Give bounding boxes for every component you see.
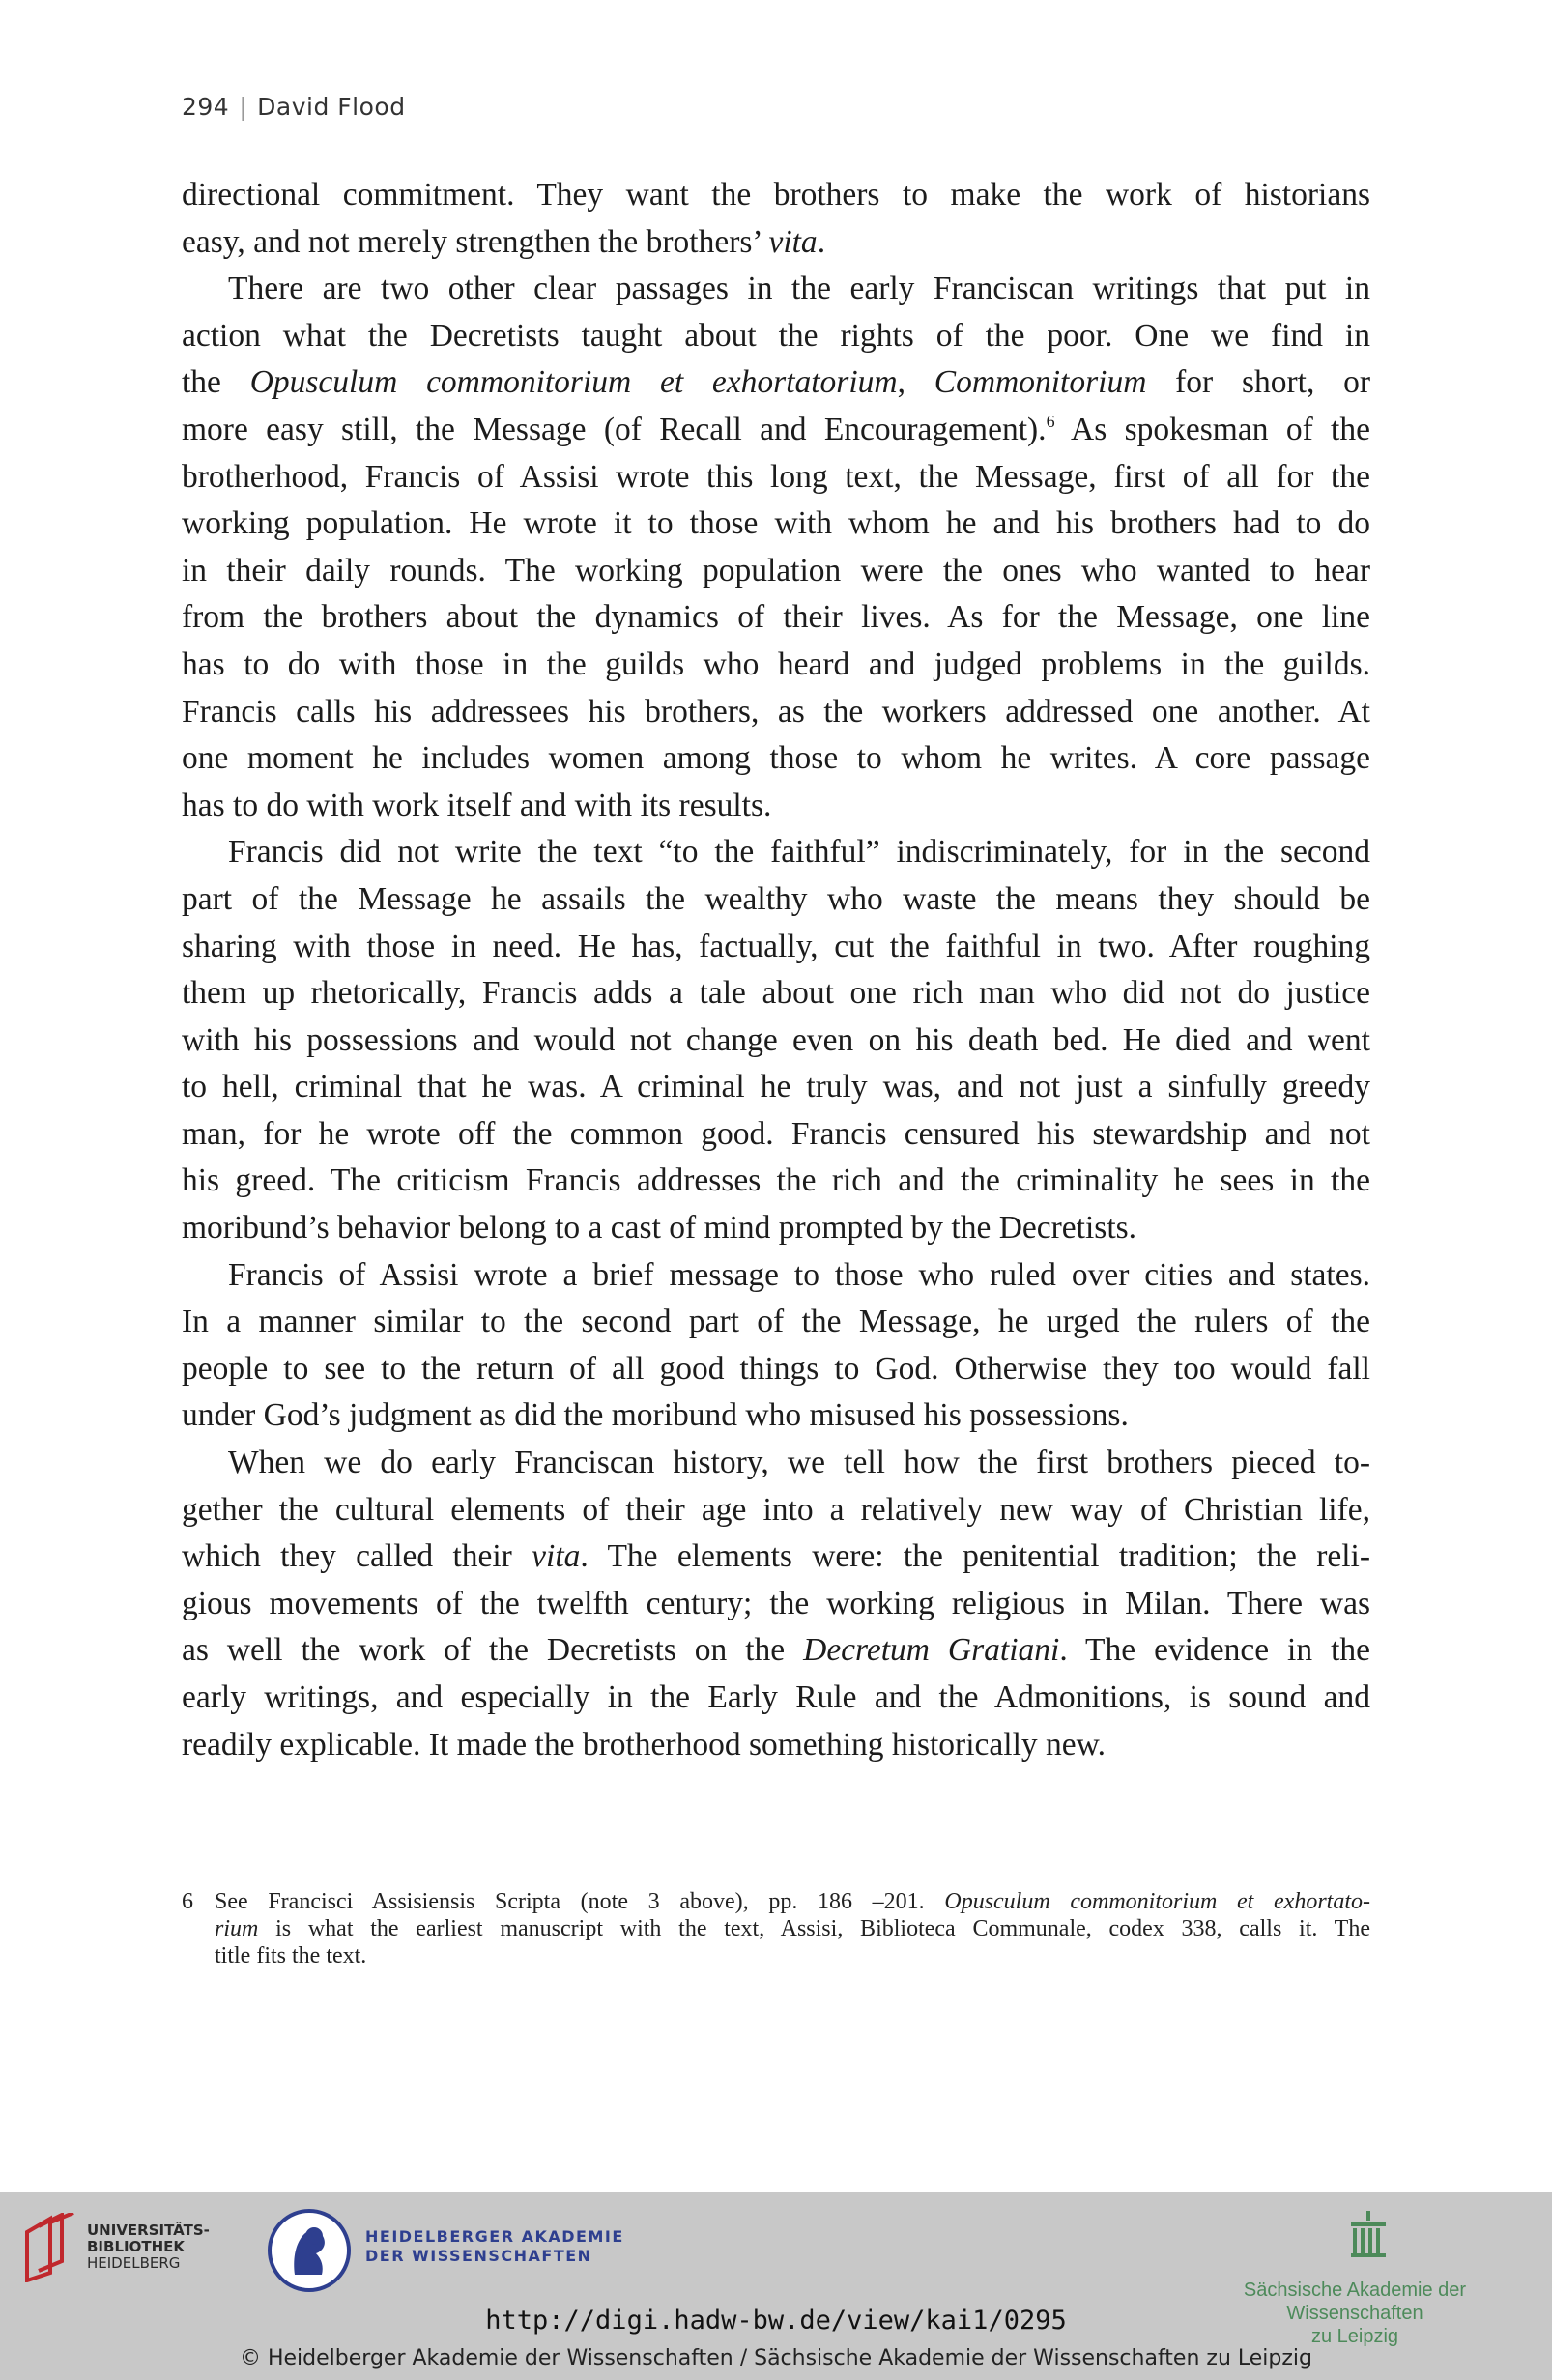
academy-seal-icon [266,2207,353,2294]
text-span: readily explicable. It made the brotherhood something historically new. [182,1726,1107,1763]
text-span: them up rhetorically, Francis adds a tale about one rich man who did not do justice [182,975,1370,1012]
text-span: Francis did not write the text “to the faithful” indiscriminately, for in the second [228,834,1370,871]
text-span: more easy still, the Message (of Recall and Encouragement). [182,411,1047,447]
text-span: is what the earliest manuscript with the text, Assisi, Biblioteca Communale, codex 338, calls it. The [258,1916,1370,1941]
text-line [182,1111,1370,1159]
text-line [215,1888,1370,1915]
text-span: sharing with those in need. He has, factually, cut the faithful in two. After roughing [182,928,1370,964]
academy-label [365,2227,624,2266]
text-line [182,642,1370,689]
saw-line-1: Sächsische Akademie der Wissenschaften [1243,2280,1467,2324]
author-name: David Flood [257,93,406,121]
text-span: brotherhood, Francis of Assisi wrote this long text, the Message, first of all for the [182,458,1370,495]
text-span: has to do with work itself and with its results. [182,787,772,823]
paragraph [182,829,1370,1251]
text-span: Francis of Assisi wrote a brief message to those who ruled over cities and states. [228,1256,1370,1293]
header-separator: | [239,93,248,121]
italic-span: Opusculum commonitorium et exhortatorium [249,364,898,401]
text-span: gether the cultural elements of their age into a relatively new way of Christian life, [182,1491,1370,1528]
text-line [182,924,1370,971]
text-span: Francis calls his addressees his brothers, as the workers addressed one another. At [182,693,1370,730]
text-line [182,313,1370,360]
text-line [182,501,1370,548]
hadw-line-2: DER WISSENSCHAFTEN [365,2247,592,2265]
text-line [182,970,1370,1018]
hadw-line-1: HEIDELBERGER AKADEMIE [365,2227,624,2246]
text-span: working population. He wrote it to those with whom he and his brothers had to do [182,505,1370,542]
text-span: under God’s judgment as did the moribund who misused his possessions. [182,1397,1129,1434]
text-span: . The elements were: the penitential tradition; the reli- [580,1538,1370,1575]
text-line [182,829,1370,876]
page-number: 294 [182,93,230,121]
text-span: for short, or [1146,364,1371,401]
text-span: people to see to the return of all good things to God. Otherwise they too would fall [182,1350,1370,1387]
text-line [182,454,1370,502]
italic-span: Decretum Gratiani [803,1632,1060,1669]
text-line [182,1205,1370,1252]
text-span: man, for he wrote off the common good. Francis censured his stewardship and not [182,1115,1370,1152]
text-line [182,1534,1370,1581]
text-line [182,689,1370,736]
running-head [182,93,406,121]
footnote [182,1888,1370,1969]
text-line [215,1915,1370,1942]
text-line [182,219,1370,267]
footnote-marker[interactable]: 6 [1046,411,1055,431]
paragraph [182,1252,1370,1440]
footer-bar [0,2192,1552,2380]
text-line [182,1675,1370,1722]
text-span: When we do early Franciscan history, we tell how the first brothers pieced to- [228,1445,1370,1481]
text-span: his greed. The criticism Francis addresses the rich and the criminality he sees in the [182,1162,1370,1199]
text-line [182,1346,1370,1393]
text-span: one moment he includes women among those to whom he writes. A core passage [182,740,1370,777]
text-line [182,1440,1370,1487]
italic-span: Commonitorium [934,364,1147,401]
text-span: See Francisci Assisiensis Scripta (note 3 above), pp. 186 –201. [215,1889,945,1914]
text-span: in their daily rounds. The working population were the ones who wanted to hear [182,552,1370,588]
ub-line-2: BIBLIOTHEK [87,2238,185,2255]
saxon-academy-logo-icon [1349,2209,1388,2257]
text-line [215,1942,1370,1969]
body-text [182,172,1370,1768]
saw-line-2: zu Leipzig [1310,2326,1399,2347]
text-span: from the brothers about the dynamics of their lives. As for the Message, one line [182,599,1370,636]
text-line [182,1158,1370,1205]
paragraph [182,266,1370,829]
text-span: which they called their [182,1538,532,1575]
text-span: . The evidence in the [1059,1632,1370,1669]
text-span: has to do with those in the guilds who heard and judged problems in the guilds. [182,645,1370,682]
text-span: There are two other clear passages in the early Franciscan writings that put in [228,271,1370,307]
text-span: action what the Decretists taught about the rights of the poor. One we find in [182,317,1370,354]
text-span: to hell, criminal that he was. A criminal he truly was, and not just a sinfully greedy [182,1069,1370,1105]
university-library-label [87,2222,210,2272]
text-line [182,548,1370,595]
text-span: easy, and not merely strengthen the brothers’ [182,223,769,260]
text-line [182,1252,1370,1300]
text-line [182,1627,1370,1675]
text-line [182,1581,1370,1628]
text-line [182,1487,1370,1534]
text-span: . [817,223,826,260]
text-line [182,594,1370,642]
text-span: moribund’s behavior belong to a cast of mind prompted by the Decretists. [182,1210,1137,1247]
text-span: title fits the text. [215,1943,367,1968]
text-line [182,266,1370,313]
text-line [182,783,1370,830]
text-span: gious movements of the twelfth century; the working religious in Milan. There was [182,1585,1370,1621]
paragraph [182,1440,1370,1768]
italic-span: vita [768,223,818,260]
text-span: As spokesman of the [1054,411,1370,447]
text-line [182,1064,1370,1111]
text-line [182,1722,1370,1769]
text-span: In a manner similar to the second part of the Message, he urged the rulers of the [182,1304,1370,1340]
text-span: the [182,364,250,401]
text-span: part of the Message he assails the wealthy who waste the means they should be [182,880,1370,917]
text-span: , [897,364,934,401]
text-line [182,359,1370,407]
footnote-number: 6 [182,1889,193,1914]
ub-line-3: HEIDELBERG [87,2254,181,2272]
text-line [182,1392,1370,1440]
ub-line-1: UNIVERSITÄTS- [87,2222,210,2239]
italic-span: Opusculum commonitorium et exhortato- [944,1889,1371,1914]
text-span: early writings, and especially in the Early Rule and the Admonitions, is sound and [182,1679,1370,1715]
italic-span: rium [215,1916,259,1941]
text-span: with his possessions and would not change even on his death bed. He died and went [182,1021,1370,1058]
copyright-notice: © Heidelberger Akademie der Wissenschaften / Sächsische Akademie der Wissenschaften zu Leipzig [239,2346,1312,2370]
paragraph [182,172,1370,266]
text-line [182,735,1370,783]
text-line [182,407,1370,454]
text-line [182,1299,1370,1346]
university-library-logo-icon [17,2213,81,2282]
source-url-link[interactable]: http://digi.hadw-bw.de/view/kai1/0295 [485,2306,1067,2336]
italic-span: vita [532,1538,581,1575]
text-line [182,1018,1370,1065]
footnote-text [215,1888,1370,1969]
text-span: directional commitment. They want the brothers to make the work of historians [182,177,1370,213]
text-span: as well the work of the Decretists on the [182,1632,804,1669]
text-line [182,876,1370,924]
text-line [182,172,1370,219]
